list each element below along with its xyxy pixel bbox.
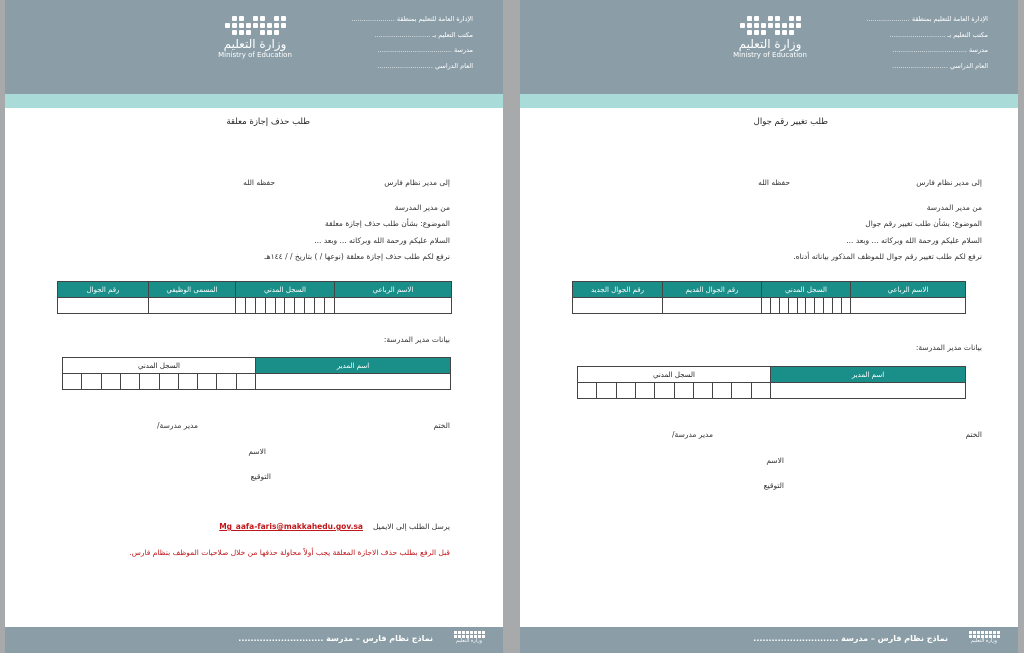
meta-line: مدرسة .................................... (377, 46, 473, 54)
col-header: اسم المدير (256, 358, 451, 374)
meta-line: مدرسة .................................... (892, 46, 988, 54)
request-text: نرفع لكم طلب تغيير رقم جوال للموظف المذكور بياناته أدناه. (793, 252, 982, 261)
manager-name-cell[interactable] (256, 374, 451, 390)
addressee: إلى مدير نظام فارس (916, 178, 982, 187)
col-header: السجل المدني (578, 367, 771, 383)
footer-text: نماذج نظام فارس – مدرسة ............................ (238, 634, 433, 643)
ministry-logo (210, 16, 300, 59)
col-header: اسم المدير (771, 367, 966, 383)
col-header: المسمى الوظيفي (149, 282, 236, 298)
subject-line: الموضوع: بشأن طلب حذف إجازة معلقة (325, 219, 450, 228)
footer-text: نماذج نظام فارس – مدرسة ............................ (753, 634, 948, 643)
stamp-label: الختم (965, 430, 982, 439)
page-header (520, 0, 1018, 94)
footer-logo-text: وزارة التعليم (970, 638, 998, 644)
addressee: إلى مدير نظام فارس (384, 178, 450, 187)
header-band (5, 94, 503, 108)
employee-table (572, 281, 966, 314)
name-label: الاسم (248, 447, 266, 456)
form-title: طلب حذف إجازة معلقة (226, 117, 310, 127)
col-header: رقم الجوال القديم (663, 282, 762, 298)
manager-name-cell[interactable] (771, 383, 966, 399)
logo-english: Ministry of Education (733, 51, 807, 59)
meta-line: الإدارة العامة للتعليم بمنطقة ..................... (351, 15, 473, 23)
header-band (520, 94, 1018, 108)
sender: من مدير المدرسة (926, 203, 982, 212)
footer-logo-icon (451, 631, 487, 649)
civil-id-cell[interactable] (762, 298, 851, 314)
name-label: الاسم (766, 456, 784, 465)
col-header: السجل المدني (762, 282, 851, 298)
stamp-label: الختم (433, 421, 450, 430)
old-mobile-cell[interactable] (663, 298, 762, 314)
header-meta (866, 12, 988, 74)
header-meta (351, 12, 473, 74)
meta-line: العام الدراسي ........................... (377, 61, 473, 70)
manager-civil-id-cell[interactable] (63, 374, 256, 390)
blessing: حفظه الله (243, 178, 275, 187)
meta-line: الإدارة العامة للتعليم بمنطقة ..................... (866, 15, 988, 23)
page-header (5, 0, 503, 94)
send-label: يرسل الطلب إلى الايميل (372, 522, 450, 531)
col-header: رقم الجوال الجديد (573, 282, 663, 298)
signature-label: التوقيع (763, 481, 784, 490)
warning-note: قبل الرفع بطلب حذف الاجازة المعلقة يجب أولاً محاولة حذفها من خلال صلاحيات الموظف بنظام فارس. (129, 548, 450, 557)
employee-table (57, 281, 452, 314)
footer-logo-text: وزارة التعليم (455, 638, 483, 644)
page-footer (520, 627, 1018, 653)
col-header: رقم الجوال (58, 282, 149, 298)
logo-dots-icon (210, 16, 300, 35)
name-cell[interactable] (851, 298, 966, 314)
form-page-change-mobile (520, 0, 1018, 653)
manager-table (62, 357, 451, 390)
logo-english: Ministry of Education (218, 51, 292, 59)
greeting: السلام عليكم ورحمة الله وبركاته ... وبعد ... (846, 236, 982, 245)
col-header: الاسم الرباعي (335, 282, 452, 298)
manager-title-label: مدير مدرسة/ (672, 430, 713, 439)
meta-line: العام الدراسي ........................... (892, 61, 988, 70)
logo-dots-icon (725, 16, 815, 35)
greeting: السلام عليكم ورحمة الله وبركاته ... وبعد ... (314, 236, 450, 245)
name-cell[interactable] (335, 298, 452, 314)
manager-data-label: بيانات مدير المدرسة: (915, 343, 982, 352)
subject-line: الموضوع: بشأن طلب تغيير رقم جوال (865, 219, 982, 228)
col-header: الاسم الرباعي (851, 282, 966, 298)
new-mobile-cell[interactable] (573, 298, 663, 314)
manager-title-label: مدير مدرسة/ (157, 421, 198, 430)
sender: من مدير المدرسة (394, 203, 450, 212)
civil-id-cell[interactable] (236, 298, 335, 314)
col-header: السجل المدني (63, 358, 256, 374)
form-title: طلب تغيير رقم جوال (753, 117, 828, 127)
job-title-cell[interactable] (149, 298, 236, 314)
footer-logo-icon (966, 631, 1002, 649)
logo-arabic: وزارة التعليم (738, 37, 802, 51)
form-page-delete-leave (5, 0, 503, 653)
manager-table (577, 366, 966, 399)
request-text: نرفع لكم طلب حذف إجازة معلقة (نوعها / ) بتاريخ / / ١٤٤هـ (264, 252, 450, 261)
logo-arabic: وزارة التعليم (223, 37, 287, 51)
manager-data-label: بيانات مدير المدرسة: (383, 335, 450, 344)
manager-civil-id-cell[interactable] (578, 383, 771, 399)
meta-line: مكتب التعليم بـ ........................... (374, 30, 473, 39)
signature-label: التوقيع (250, 472, 271, 481)
meta-line: مكتب التعليم بـ ........................... (889, 30, 988, 39)
page-footer (5, 627, 503, 653)
ministry-logo (725, 16, 815, 59)
blessing: حفظه الله (758, 178, 790, 187)
col-header: السجل المدني (236, 282, 335, 298)
mobile-cell[interactable] (58, 298, 149, 314)
email-link[interactable]: Mg_aafa-faris@makkahedu.gov.sa (219, 522, 363, 531)
